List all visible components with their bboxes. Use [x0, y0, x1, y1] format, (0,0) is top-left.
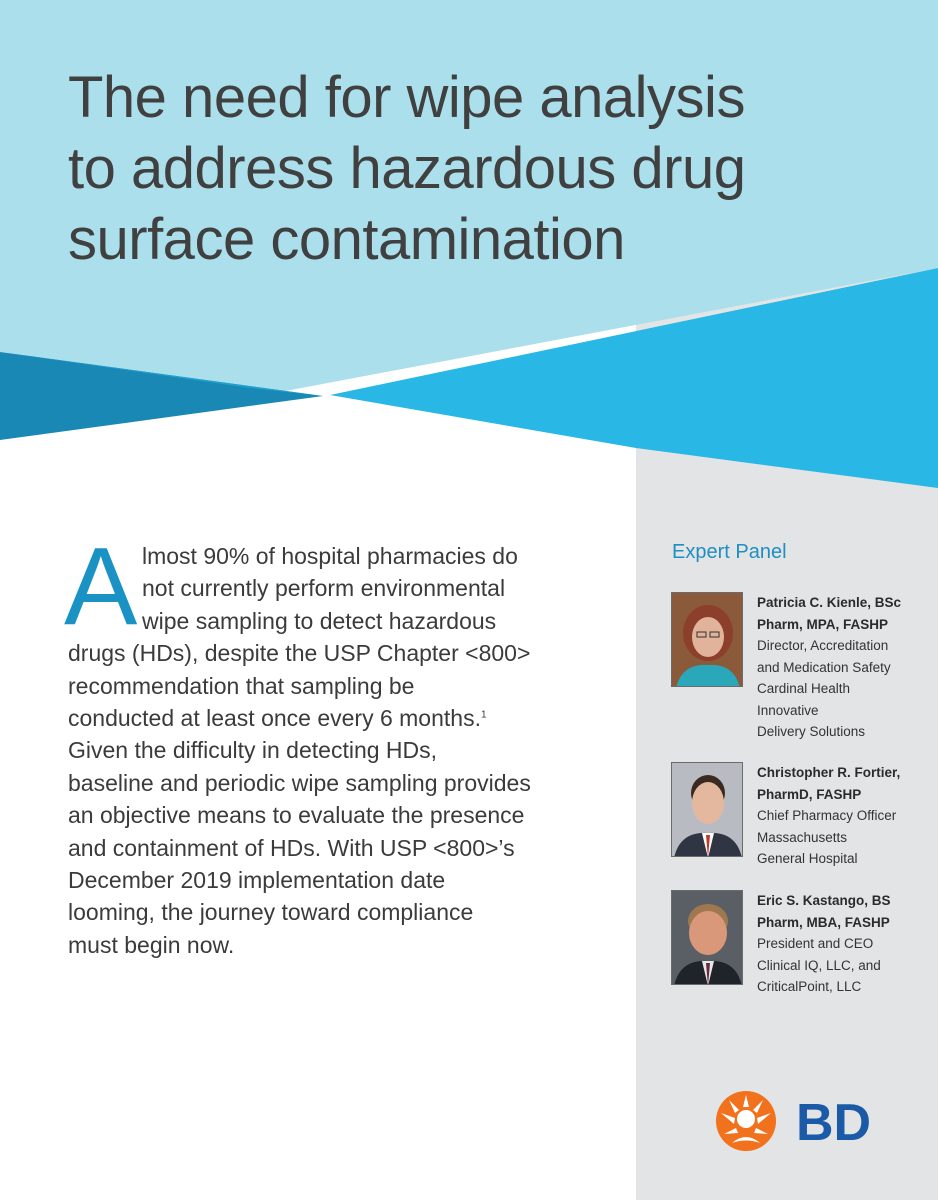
- expert-name: Christopher R. Fortier,: [757, 765, 901, 780]
- page-title: [68, 62, 868, 275]
- intro-line: not currently perform environmental: [142, 575, 506, 602]
- expert-name: Pharm, MBA, FASHP: [757, 914, 890, 930]
- expert-name: Eric S. Kastango, BS: [757, 893, 891, 908]
- intro-line: December 2019 implementation date: [68, 867, 446, 894]
- expert-role: Delivery Solutions: [757, 724, 866, 739]
- expert-info: [757, 592, 937, 743]
- expert-role: Clinical IQ, LLC, and: [757, 957, 881, 973]
- bd-wordmark: BD: [796, 1094, 872, 1152]
- expert-role: Chief Pharmacy Officer: [757, 808, 897, 823]
- footnote-ref: 1: [480, 709, 487, 721]
- expert-role: and Medication Safety: [757, 659, 891, 675]
- intro-line: looming, the journey toward compliance: [68, 899, 474, 926]
- expert-info: [757, 762, 937, 870]
- expert-role: General Hospital: [757, 851, 858, 866]
- bd-logo: [716, 1090, 886, 1152]
- intro-line: and containment of HDs. With USP <800>’s: [68, 834, 515, 861]
- expert-role: President and CEO: [757, 936, 874, 951]
- expert-role: Innovative: [757, 702, 819, 718]
- expert-photo: [671, 592, 743, 687]
- intro-paragraph: [64, 525, 613, 961]
- intro-line: must begin now.: [68, 931, 235, 958]
- title-line: surface contamination: [68, 207, 625, 272]
- intro-line: baseline and periodic wipe sampling provides: [68, 769, 531, 796]
- drop-cap: A: [64, 525, 138, 648]
- expert-photo: [671, 890, 743, 985]
- expert-role: Director, Accreditation: [757, 638, 889, 653]
- expert-name: Patricia C. Kienle, BSc: [757, 595, 902, 610]
- intro-line: an objective means to evaluate the presence: [68, 802, 525, 829]
- intro-line-with-footnote: [68, 702, 613, 734]
- bd-starburst-icon: [716, 1090, 886, 1152]
- intro-line: lmost 90% of hospital pharmacies do: [142, 543, 518, 569]
- expert-name: PharmD, FASHP: [757, 786, 862, 802]
- title-line: to address hazardous drug: [68, 136, 746, 201]
- intro-line: Given the difficulty in detecting HDs,: [68, 737, 438, 764]
- expert-role: Massachusetts: [757, 829, 848, 845]
- intro-line: wipe sampling to detect hazardous: [142, 607, 497, 634]
- intro-line-text: conducted at least once every 6 months.: [68, 705, 481, 732]
- expert-role: Cardinal Health: [757, 681, 851, 696]
- intro-line: recommendation that sampling be: [68, 672, 415, 699]
- expert-info: [757, 890, 937, 998]
- intro-line: drugs (HDs), despite the USP Chapter <800>: [68, 640, 531, 667]
- expert-role: CriticalPoint, LLC: [757, 979, 862, 994]
- expert-panel-heading: Expert Panel: [672, 541, 787, 563]
- expert-name: Pharm, MPA, FASHP: [757, 616, 889, 632]
- expert-photo: [671, 762, 743, 857]
- title-line: The need for wipe analysis: [68, 65, 745, 130]
